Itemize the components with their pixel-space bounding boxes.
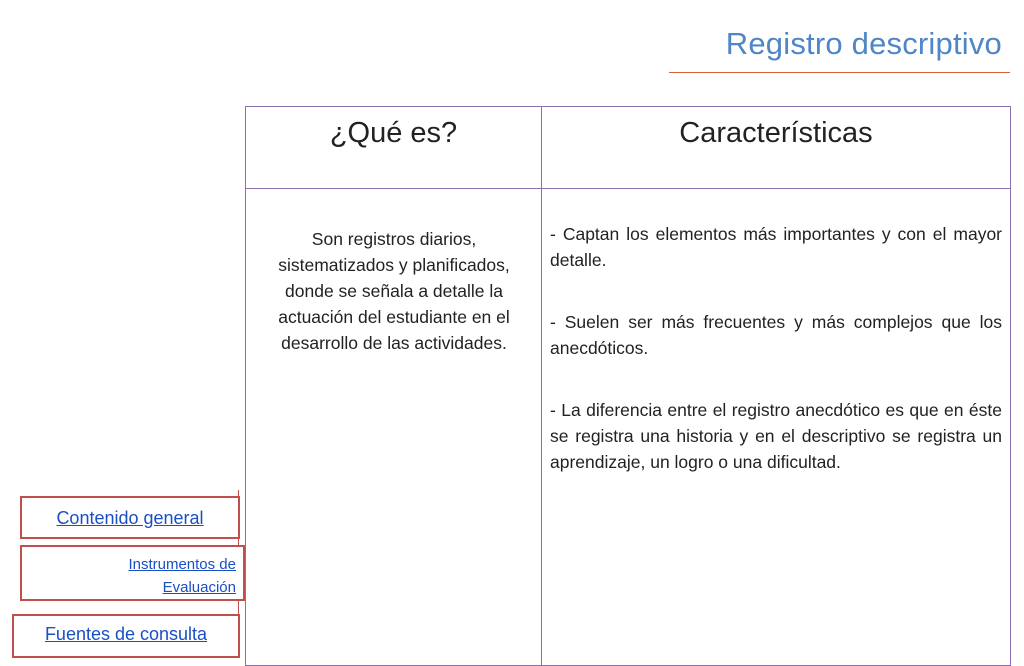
characteristic-item: - La diferencia entre el registro anecdótico es que en éste se registra una historia y en el descriptivo se registra un aprendizaje, un logro o una dificultad. bbox=[550, 400, 1002, 472]
nav-instrumentos-box bbox=[20, 545, 245, 601]
contenido-general-link[interactable]: Contenido general bbox=[56, 508, 204, 528]
table-header-characteristics: Características bbox=[679, 117, 873, 149]
content-table bbox=[245, 106, 1011, 666]
table-header-divider bbox=[246, 188, 1010, 189]
instrumentos-link-line2: Evaluación bbox=[162, 579, 236, 596]
instrumentos-link-line1: Instrumentos de bbox=[128, 556, 236, 573]
nav-fuentes-box bbox=[12, 614, 240, 658]
slide-title: Registro descriptivo bbox=[725, 26, 1002, 61]
nav-contenido-general-box bbox=[20, 496, 240, 539]
instrumentos-evaluacion-link[interactable] bbox=[128, 553, 236, 599]
characteristics-cell bbox=[550, 221, 1002, 511]
fuentes-consulta-link[interactable]: Fuentes de consulta bbox=[44, 624, 208, 644]
title-underline bbox=[669, 72, 1010, 73]
table-column-divider bbox=[541, 107, 542, 665]
characteristic-item: - Suelen ser más frecuentes y más complejos que los anecdóticos. bbox=[550, 312, 1002, 358]
definition-cell: Son registros diarios, sistematizados y planificados, donde se señala a detalle la actuación del estudiante en el desarrollo de las actividades. bbox=[278, 229, 510, 353]
table-header-what-is: ¿Qué es? bbox=[329, 117, 458, 149]
characteristic-item: - Captan los elementos más importantes y con el mayor detalle. bbox=[550, 224, 1002, 270]
